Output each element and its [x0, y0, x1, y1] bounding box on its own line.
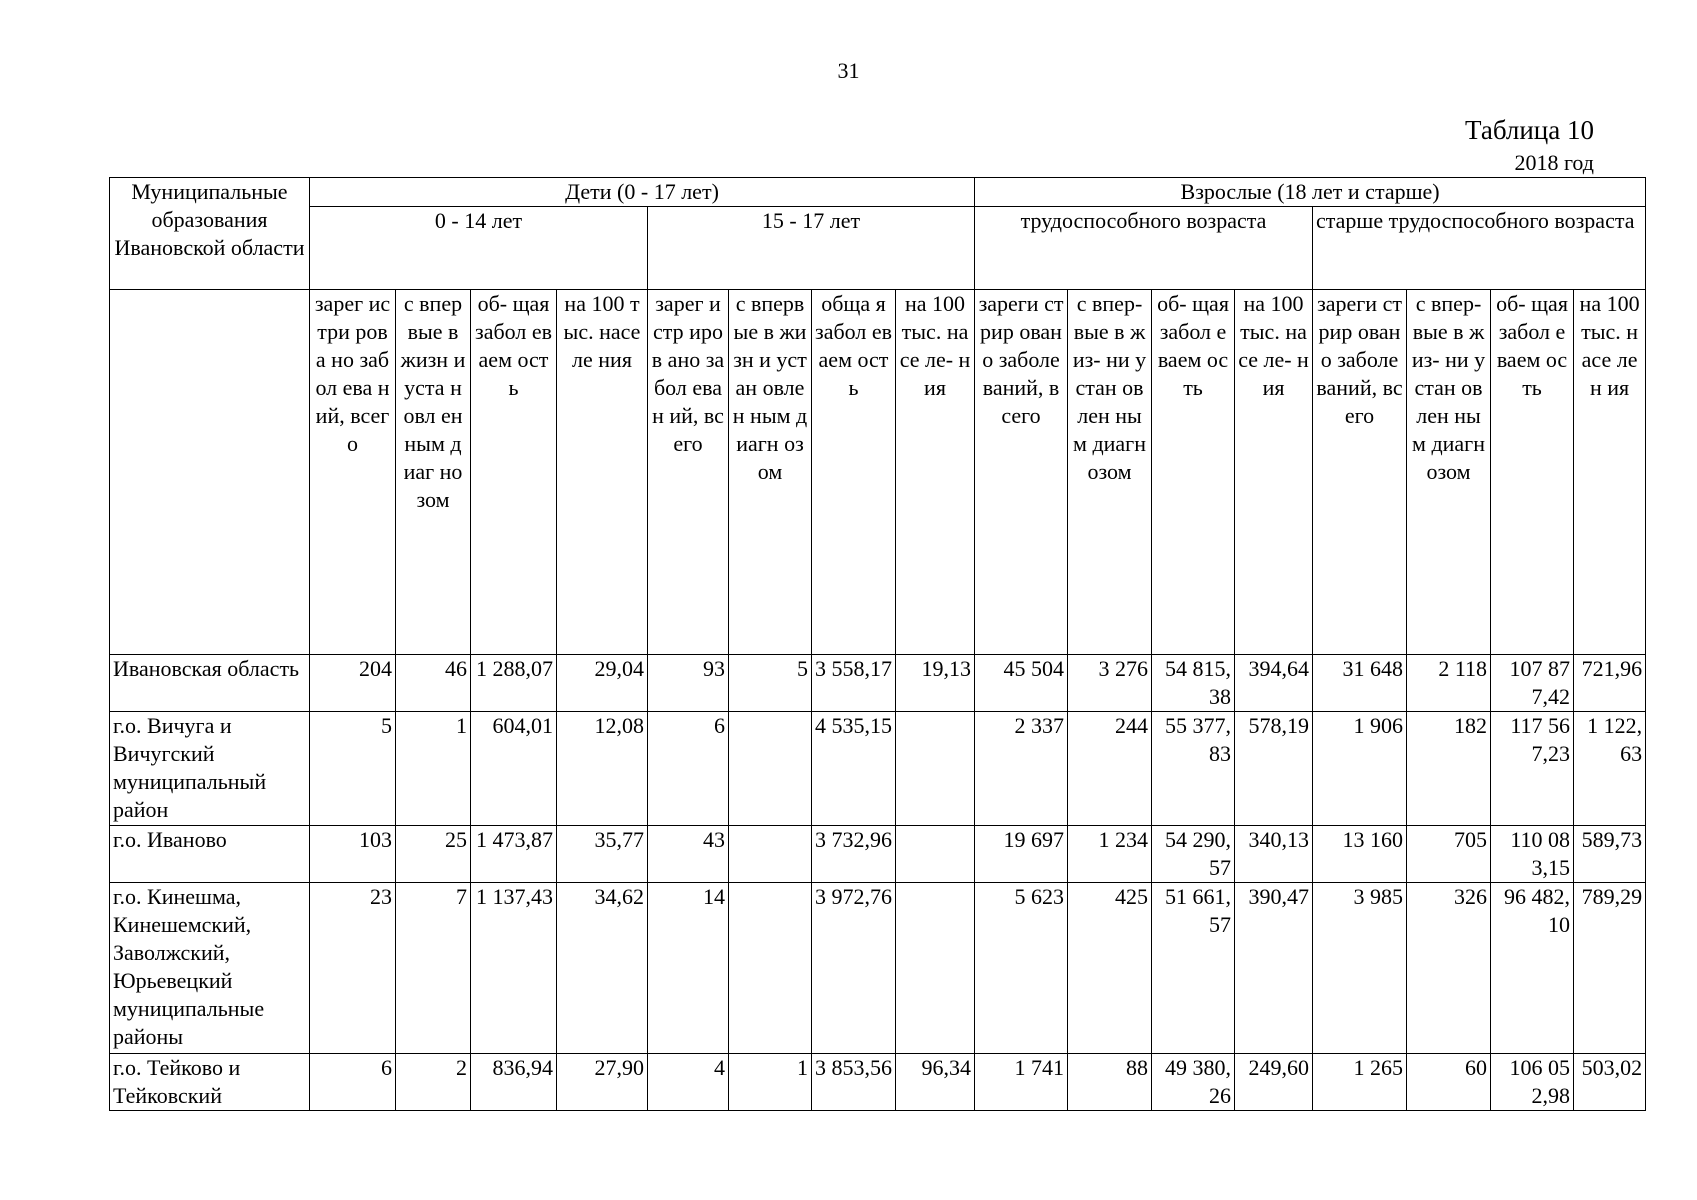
value-cell: 43	[648, 826, 729, 883]
header-working-age: трудоспособного возраста	[975, 207, 1313, 290]
header-indicator: с впер- вые в жиз- ни устан овлен ным диагн озом	[1407, 290, 1491, 655]
value-cell: 394,64	[1235, 655, 1313, 712]
header-indicator: обща я забол еваем ость	[812, 290, 896, 655]
value-cell: 35,77	[557, 826, 648, 883]
header-indicator: об- щая забол еваем ость	[471, 290, 557, 655]
value-cell: 46	[396, 655, 471, 712]
value-cell: 2 337	[975, 712, 1068, 826]
value-cell: 1 122,63	[1574, 712, 1646, 826]
header-adults: Взрослые (18 лет и старше)	[975, 178, 1646, 207]
header-indicator: на 100 тыс. насе лен ия	[1574, 290, 1646, 655]
morbidity-table	[109, 177, 1646, 1111]
value-cell: 3 853,56	[812, 1054, 896, 1111]
value-cell: 6	[310, 1054, 396, 1111]
value-cell: 27,90	[557, 1054, 648, 1111]
value-cell: 51 661,57	[1152, 883, 1235, 1054]
value-cell: 390,47	[1235, 883, 1313, 1054]
value-cell: 55 377,83	[1152, 712, 1235, 826]
header-row-indicators	[110, 290, 1646, 655]
value-cell: 204	[310, 655, 396, 712]
value-cell	[896, 826, 975, 883]
municipality-name: г.о. Кинешма, Кинешемский, Заволжский, Юрьевецкий муниципальные районы	[110, 883, 310, 1054]
value-cell: 1 473,87	[471, 826, 557, 883]
value-cell: 12,08	[557, 712, 648, 826]
header-over-working-age: старше трудоспособного возраста	[1313, 207, 1646, 290]
value-cell: 107 877,42	[1491, 655, 1574, 712]
value-cell: 103	[310, 826, 396, 883]
value-cell: 88	[1068, 1054, 1152, 1111]
value-cell: 96,34	[896, 1054, 975, 1111]
value-cell: 7	[396, 883, 471, 1054]
value-cell: 1	[396, 712, 471, 826]
value-cell: 326	[1407, 883, 1491, 1054]
value-cell: 2 118	[1407, 655, 1491, 712]
header-children: Дети (0 - 17 лет)	[310, 178, 975, 207]
header-indicator: на 100 тыс. насе ле- ния	[1235, 290, 1313, 655]
page-number: 31	[837, 58, 860, 83]
value-cell	[896, 883, 975, 1054]
value-cell: 45 504	[975, 655, 1068, 712]
value-cell: 1 265	[1313, 1054, 1407, 1111]
header-blank-cell	[110, 290, 310, 655]
header-row-groups	[110, 178, 1646, 207]
value-cell: 1 741	[975, 1054, 1068, 1111]
value-cell: 578,19	[1235, 712, 1313, 826]
value-cell: 340,13	[1235, 826, 1313, 883]
table-body	[110, 655, 1646, 1111]
value-cell	[729, 883, 812, 1054]
value-cell: 721,96	[1574, 655, 1646, 712]
value-cell: 117 567,23	[1491, 712, 1574, 826]
value-cell: 425	[1068, 883, 1152, 1054]
header-indicator: зарег истр иров ано забол еван ий, всего	[648, 290, 729, 655]
value-cell: 3 276	[1068, 655, 1152, 712]
value-cell: 93	[648, 655, 729, 712]
header-indicator: с впер вые в жизн и уста новл ен ным диаг но зом	[396, 290, 471, 655]
header-indicator: зарег истри рова но забол ева ний, всего	[310, 290, 396, 655]
value-cell: 589,73	[1574, 826, 1646, 883]
value-cell: 6	[648, 712, 729, 826]
table-caption: Таблица 10	[1465, 115, 1594, 145]
value-cell: 23	[310, 883, 396, 1054]
header-indicator: зареги стрир овано заболе ваний, всего	[1313, 290, 1407, 655]
table-row	[110, 655, 1646, 712]
value-cell: 4 535,15	[812, 712, 896, 826]
value-cell: 54 290,57	[1152, 826, 1235, 883]
value-cell: 705	[1407, 826, 1491, 883]
value-cell: 3 558,17	[812, 655, 896, 712]
value-cell: 3 732,96	[812, 826, 896, 883]
value-cell: 13 160	[1313, 826, 1407, 883]
value-cell: 1 288,07	[471, 655, 557, 712]
table-year: 2018 год	[1514, 150, 1594, 175]
value-cell: 54 815,38	[1152, 655, 1235, 712]
value-cell: 1	[729, 1054, 812, 1111]
value-cell: 604,01	[471, 712, 557, 826]
header-indicator: на 100 тыс. насе ле- ния	[896, 290, 975, 655]
value-cell: 836,94	[471, 1054, 557, 1111]
value-cell: 5	[729, 655, 812, 712]
value-cell: 503,02	[1574, 1054, 1646, 1111]
header-indicator: с впер- вые в жиз- ни устан овлен ным диагн озом	[1068, 290, 1152, 655]
value-cell: 31 648	[1313, 655, 1407, 712]
value-cell: 106 052,98	[1491, 1054, 1574, 1111]
value-cell: 34,62	[557, 883, 648, 1054]
value-cell	[729, 712, 812, 826]
header-age-15-17: 15 - 17 лет	[648, 207, 975, 290]
value-cell: 110 083,15	[1491, 826, 1574, 883]
value-cell: 2	[396, 1054, 471, 1111]
value-cell: 49 380,26	[1152, 1054, 1235, 1111]
value-cell: 29,04	[557, 655, 648, 712]
table-row	[110, 1054, 1646, 1111]
header-indicator: с вперв ые в жизн и устан овлен ным диагн озом	[729, 290, 812, 655]
value-cell: 19 697	[975, 826, 1068, 883]
header-indicator: об- щая забол еваем ость	[1152, 290, 1235, 655]
value-cell: 249,60	[1235, 1054, 1313, 1111]
value-cell: 1 906	[1313, 712, 1407, 826]
value-cell	[729, 826, 812, 883]
value-cell: 3 972,76	[812, 883, 896, 1054]
value-cell: 244	[1068, 712, 1152, 826]
header-indicator: об- щая забол еваем ость	[1491, 290, 1574, 655]
value-cell: 182	[1407, 712, 1491, 826]
table-row	[110, 712, 1646, 826]
value-cell: 19,13	[896, 655, 975, 712]
value-cell: 5	[310, 712, 396, 826]
header-municipal: Муниципальные образования Ивановской области	[110, 178, 310, 290]
header-indicator: зареги стрир овано заболе ваний, всего	[975, 290, 1068, 655]
municipality-name: г.о. Иваново	[110, 826, 310, 883]
municipality-name: г.о. Вичуга и Вичугский муниципальный район	[110, 712, 310, 826]
table-row	[110, 883, 1646, 1054]
header-age-0-14: 0 - 14 лет	[310, 207, 648, 290]
table-row	[110, 826, 1646, 883]
header-indicator: на 100 тыс. населе ния	[557, 290, 648, 655]
value-cell: 1 137,43	[471, 883, 557, 1054]
value-cell: 25	[396, 826, 471, 883]
value-cell	[896, 712, 975, 826]
value-cell: 1 234	[1068, 826, 1152, 883]
value-cell: 789,29	[1574, 883, 1646, 1054]
value-cell: 60	[1407, 1054, 1491, 1111]
value-cell: 14	[648, 883, 729, 1054]
value-cell: 5 623	[975, 883, 1068, 1054]
header-row-ages	[110, 207, 1646, 290]
municipality-name: Ивановская область	[110, 655, 310, 712]
value-cell: 3 985	[1313, 883, 1407, 1054]
value-cell: 96 482,10	[1491, 883, 1574, 1054]
municipality-name: г.о. Тейково и Тейковский	[110, 1054, 310, 1111]
value-cell: 4	[648, 1054, 729, 1111]
